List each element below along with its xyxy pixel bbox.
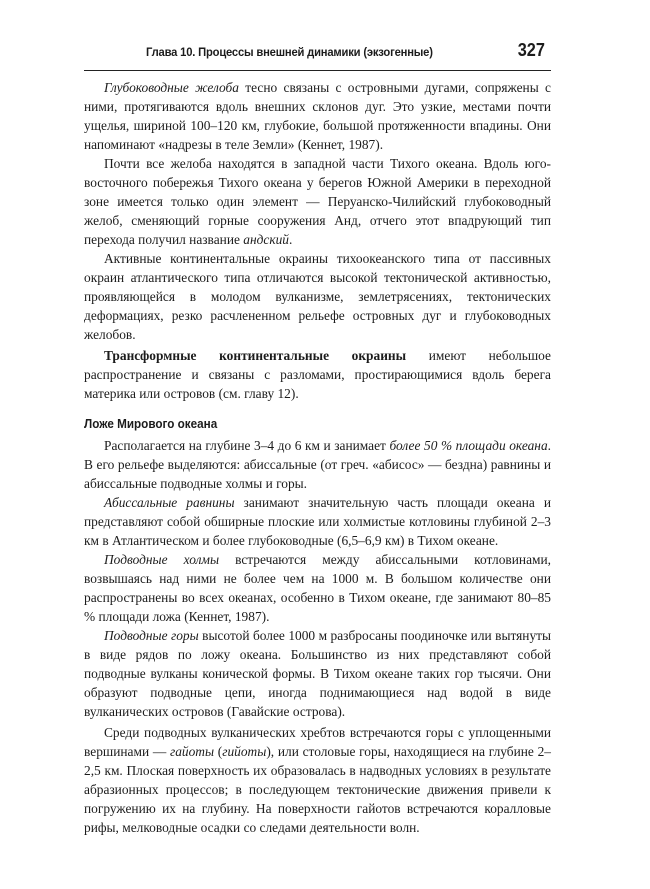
paragraph-end: . В его рельефе выделяются: абиссальные (от греч. «абисос» — бездна) равнины и абиссальные подводные холмы и горы. (84, 438, 551, 491)
term-abyssal-hills: Подводные холмы (104, 552, 220, 567)
paragraph-abyssal-plains (84, 493, 551, 550)
paragraph-text: занимают значительную часть площади океана и представляют собой обширные плоские или холмистые котловины глубиной 2–3 км в Атлантическом и более глубоководные (6,5–6,9 км) в Тихом океане. (84, 495, 551, 548)
term-abyssal-plains: Абиссальные равнины (104, 495, 235, 510)
paragraph-guyots (84, 723, 551, 837)
term-andean: андский (243, 232, 289, 247)
term-seamounts: Подводные горы (104, 628, 199, 643)
paragraph-text: Почти все желоба находятся в западной части Тихого океана. Вдоль юго-восточного побережья Тихого океана у берегов Южной Америки в переходной зоне имеется только один элемент — Перуанско-Чилийский глубоководный желоб, сменяющий горные сооружения Анд, отчего этот впадрующий тип перехода получил название (84, 156, 551, 247)
term-transform-margins: Трансформные континентальные окраины (104, 348, 407, 363)
page-number: 327 (517, 39, 545, 60)
paragraph-ocean-floor (84, 436, 551, 493)
paragraph-transform-margins (84, 346, 551, 403)
paragraph-active-margins (84, 249, 551, 344)
paragraph-mid: ( (214, 744, 223, 759)
paragraph-text: Активные континентальные окраины тихоокеанского типа от пассивных окраин атлантического типа отличаются высокой тектонической активностью, проявляющейся в молодом вулканизме, землетрясениях, тектонических деформациях, резко расчлененном рельефе островных дуг и глубоководных желобов. (84, 251, 551, 342)
paragraph-end: ), или столовые горы, находящиеся на глубине 2–2,5 км. Плоская поверхность их образовалась в надводных условиях в результате абразионных процессов; в последующем тектонические движения привели к погружению их на глубину. На поверхности гайотов встречаются коралловые рифы, мелководные осадки со следами деятельности волн. (84, 744, 551, 835)
paragraph-deep-trenches (84, 78, 551, 154)
section-heading: Ложе Мирового океана (84, 416, 218, 431)
paragraph-text: высотой более 1000 м разбросаны поодиночке или вытянуты в виде рядов по ложу океана. Большинство из них представляют собой подводные вулканы конической формы. В Тихом океане таких гор тысячи. Они образуют подводные цепи, иногда поднимающиеся над водой в виде вулканических островов (Гавайские острова). (84, 628, 552, 719)
paragraph-seamounts (84, 626, 551, 721)
book-page (84, 36, 551, 837)
body-text (84, 78, 551, 837)
paragraph-end: . (289, 232, 293, 247)
paragraph-text: Располагается на глубине 3–4 до 6 км и занимает (104, 438, 390, 453)
running-head (84, 36, 551, 71)
term-guyots-alt: гийоты (222, 744, 267, 759)
chapter-title: Глава 10. Процессы внешней динамики (экзогенные) (146, 45, 433, 59)
term-deep-trenches: Глубоководные желоба (104, 80, 239, 95)
paragraph-abyssal-hills (84, 550, 551, 626)
paragraph-text: тесно связаны с островными дугами, сопряжены с ними, протягиваются вдоль внешних склонов дуг. Это узкие, местами почти ущелья, шириной 100–120 км, глубокие, большой протяженности впадины. Они напоминают «надрезы в теле Земли» (Кеннет, 1987). (84, 80, 551, 152)
paragraph-text: имеют небольшое распространение и связаны с разломами, простирающимися вдоль берега материка или островов (см. главу 12). (84, 348, 551, 401)
paragraph-andean-type (84, 154, 551, 249)
paragraph-text: встречаются между абиссальными котловинами, возвышаясь над ними не более чем на 1000 м. В большом количестве они распространены во всех океанах, особенно в Тихом океане, где занимают 80–85 % площади ложа (Кеннет, 1987). (84, 552, 551, 624)
term-guyots: гайоты (169, 744, 215, 759)
term-ocean-share: более 50 % площади океана (389, 438, 548, 453)
paragraph-text: Среди подводных вулканических хребтов встречаются горы с уплощенными вершинами — (84, 725, 551, 759)
